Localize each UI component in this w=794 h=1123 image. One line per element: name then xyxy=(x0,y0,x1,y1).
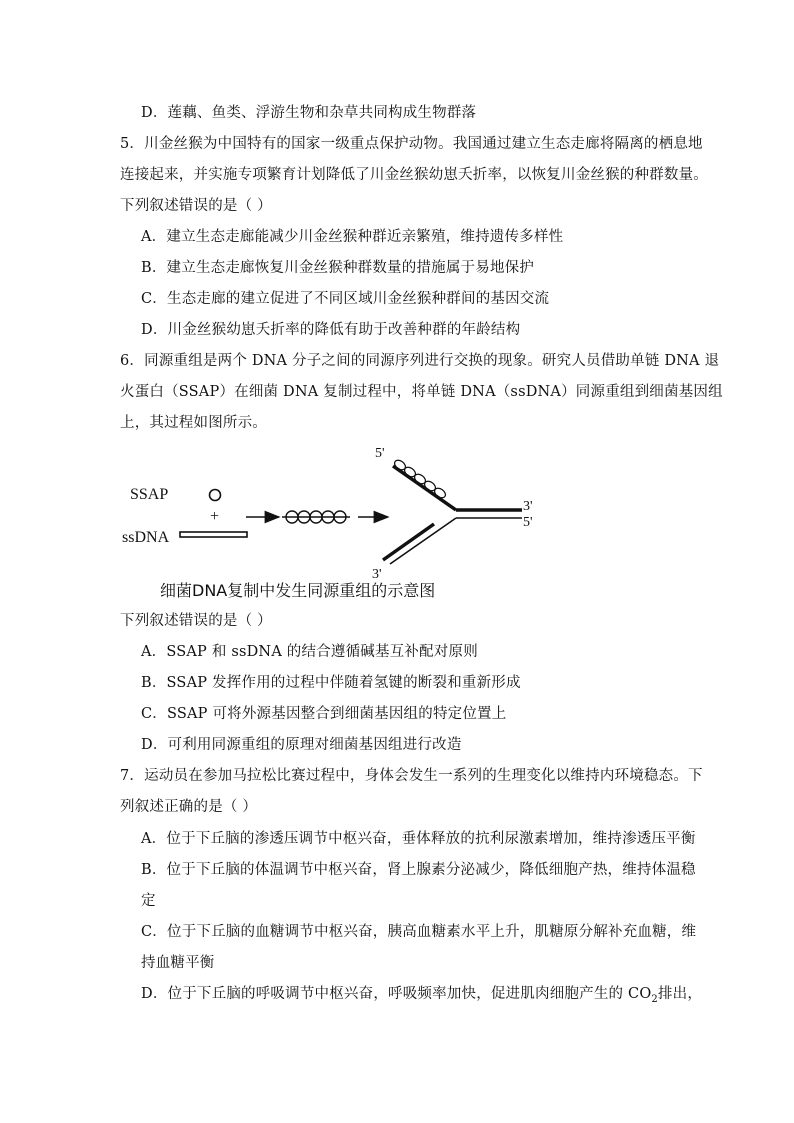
q5-stem-line1: 5．川金丝猴为中国特有的国家一级重点保护动物。我国通过建立生态走廊将隔离的栖息地 xyxy=(120,136,703,152)
q7-option-d-suffix: 排出， xyxy=(657,986,703,1002)
label-5-prime-right: 5' xyxy=(523,515,533,530)
q7-stem-line1: 7．运动员在参加马拉松比赛过程中，身体会发生一系列的生理变化以维持内环境稳态。下 xyxy=(120,768,703,784)
q5-option-a: A．建立生态走廊能减少川金丝猴种群近亲繁殖，维持遗传多样性 xyxy=(141,229,564,245)
q6-option-b: B．SSAP 发挥作用的过程中伴随着氢键的断裂和重新形成 xyxy=(141,675,521,691)
q6-stem-line4: 下列叙述错误的是（ ） xyxy=(120,613,272,629)
q5-option-c: C．生态走廊的建立促进了不同区域川金丝猴种群间的基因交流 xyxy=(141,291,550,307)
co2-subscript: 2 xyxy=(651,993,658,1005)
q4-option-d: D．莲藕、鱼类、浮游生物和杂草共同构成生物群落 xyxy=(141,105,477,121)
label-5-prime-top: 5' xyxy=(375,446,385,461)
q7-option-d-text: D．位于下丘脑的呼吸调节中枢兴奋，呼吸频率加快，促进肌肉细胞产生的 CO xyxy=(141,986,652,1002)
q7-option-a: A．位于下丘脑的渗透压调节中枢兴奋，垂体释放的抗利尿激素增加，维持渗透压平衡 xyxy=(141,831,696,847)
ssdna-strand xyxy=(180,532,247,537)
homologous-recombination-diagram xyxy=(118,438,558,606)
q7-option-b-line1: B．位于下丘脑的体温调节中枢兴奋，肾上腺素分泌减少，降低细胞产热，维持体温稳 xyxy=(141,862,696,878)
q6-option-a: A．SSAP 和 ssDNA 的结合遵循碱基互补配对原则 xyxy=(141,644,478,660)
q5-option-b: B．建立生态走廊恢复川金丝猴种群数量的措施属于易地保护 xyxy=(141,260,535,276)
q6-option-d: D．可利用同源重组的原理对细菌基因组进行改造 xyxy=(141,737,462,753)
q7-option-c-line1: C．位于下丘脑的血糖调节中枢兴奋，胰高血糖素水平上升，肌糖原分解补充血糖，维 xyxy=(141,924,697,940)
ssap-protein-icon xyxy=(210,490,221,501)
plus-sign: + xyxy=(210,508,220,525)
q5-stem-line3: 下列叙述错误的是（ ） xyxy=(120,198,272,214)
q5-option-d: D．川金丝猴幼崽夭折率的降低有助于改善种群的年龄结构 xyxy=(141,322,521,338)
ssap-label: SSAP xyxy=(130,486,169,503)
label-3-prime-bottom: 3' xyxy=(372,567,382,582)
q6-option-c: C．SSAP 可将外源基因整合到细菌基因组的特定位置上 xyxy=(141,706,507,722)
ssdna-label: ssDNA xyxy=(122,529,170,546)
figure-caption: 细菌DNA复制中发生同源重组的示意图 xyxy=(160,581,436,600)
q6-stem-line2: 火蛋白（SSAP）在细菌 DNA 复制过程中，将单链 DNA（ssDNA）同源重组到细菌基因组 xyxy=(120,384,723,400)
replication-fork xyxy=(383,458,522,564)
q7-stem-line2: 列叙述正确的是（ ） xyxy=(120,799,258,815)
ssap-ssdna-complex xyxy=(282,511,350,523)
q5-stem-line2: 连接起来，并实施专项繁育计划降低了川金丝猴幼崽夭折率，以恢复川金丝猴的种群数量。 xyxy=(120,167,708,183)
q6-stem-line3: 上，其过程如图所示。 xyxy=(120,415,267,431)
label-3-prime-right: 3' xyxy=(523,499,533,514)
q7-option-b-line2: 定 xyxy=(141,893,156,909)
q7-option-c-line2: 持血糖平衡 xyxy=(141,955,215,971)
q6-stem-line1: 6．同源重组是两个 DNA 分子之间的同源序列进行交换的现象。研究人员借助单链 DNA 退 xyxy=(120,353,720,369)
q7-option-d xyxy=(141,984,702,1010)
